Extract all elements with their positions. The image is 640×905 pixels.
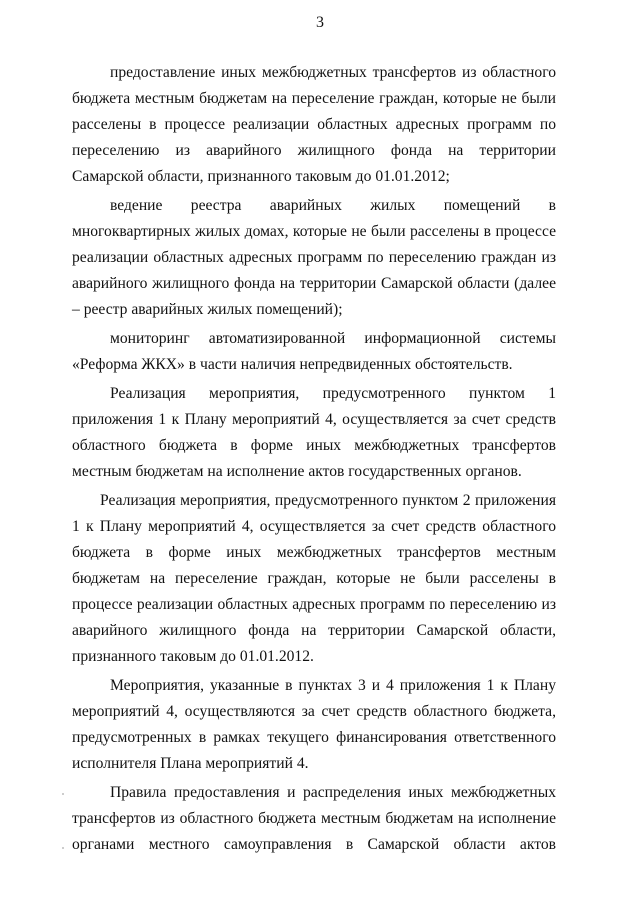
paragraph: мониторинг автоматизированной информационной системы «Реформа ЖКХ» в части наличия непредвиденных обстоятельств. bbox=[72, 330, 556, 373]
paragraph: Мероприятия, указанные в пунктах 3 и 4 приложения 1 к Плану мероприятий 4, осуществляются за счет средств областного бюджета, предусмотренных в рамках текущего финансирования ответственного исполнителя Плана мероприятий 4. bbox=[72, 677, 556, 772]
paragraph: предоставление иных межбюджетных трансфертов из областного бюджета местным бюджетам на переселение граждан, которые не были расселены в процессе реализации областных адресных программ по переселению из аварийного жилищного фонда на территории Самарской области, признанного таковым до 01.01.2012; bbox=[72, 64, 556, 185]
scan-speck bbox=[62, 793, 64, 795]
paragraph: Реализация мероприятия, предусмотренного пунктом 2 приложения 1 к Плану мероприятий 4, осуществляется за счет средств областного бюджета в форме иных межбюджетных трансфертов местным бюджетам на переселение граждан, которые не были расселены в процессе реализации областных адресных программ по переселению из аварийного жилищного фонда на территории Самарской области, признанного таковым до 01.01.2012. bbox=[72, 492, 556, 665]
scan-speck bbox=[62, 847, 64, 849]
paragraph: ведение реестра аварийных жилых помещений в многоквартирных жилых домах, которые не были расселены в процессе реализации областных адресных программ по переселению граждан из аварийного жилищного фонда на территории Самарской области (далее – реестр аварийных жилых помещений); bbox=[72, 197, 556, 318]
document-body bbox=[72, 60, 556, 858]
page-number: 3 bbox=[316, 14, 324, 31]
paragraph: Реализация мероприятия, предусмотренного пунктом 1 приложения 1 к Плану мероприятий 4, осуществляется за счет средств областного бюджета в форме иных межбюджетных трансфертов местным бюджетам на исполнение актов государственных органов. bbox=[72, 385, 556, 480]
paragraph: Правила предоставления и распределения иных межбюджетных трансфертов из областного бюджета местным бюджетам на исполнение органами местного самоуправления в Самарской области актов bbox=[72, 784, 556, 853]
